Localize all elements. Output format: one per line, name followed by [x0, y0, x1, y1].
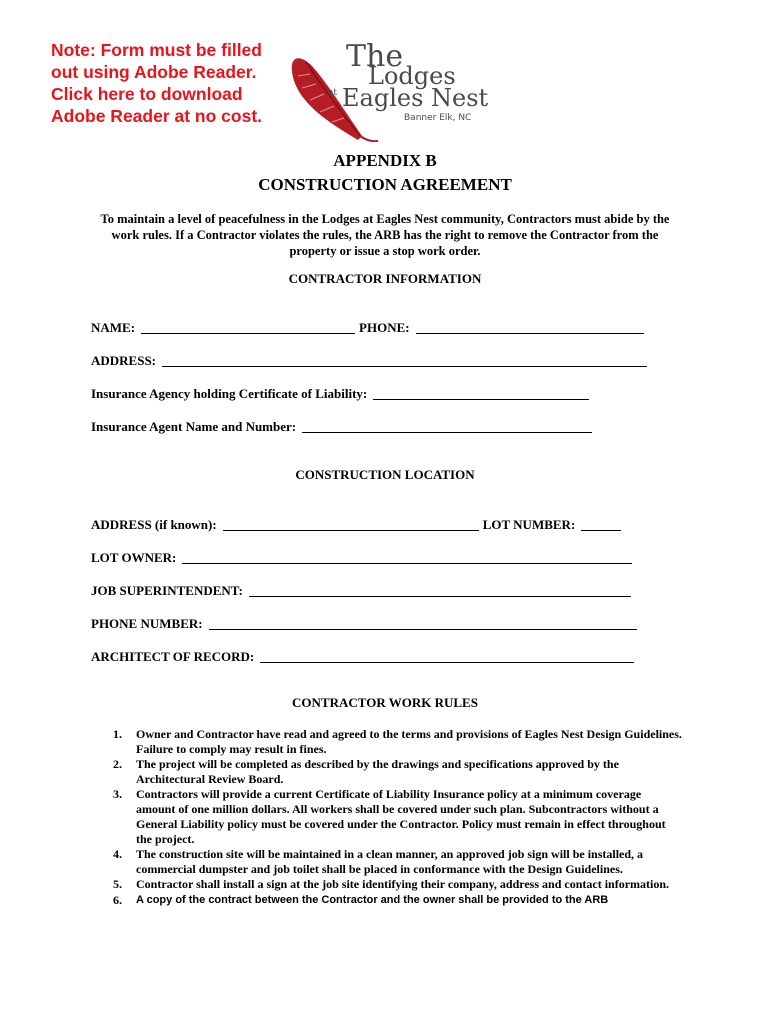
- name-field[interactable]: [141, 320, 355, 334]
- name-label: NAME:: [91, 320, 136, 335]
- list-item: [107, 757, 682, 787]
- rule-number: 6.: [113, 893, 122, 907]
- rule-text: A copy of the contract between the Contractor and the owner shall be provided to the ARB: [136, 894, 609, 906]
- rule-text: Owner and Contractor have read and agreed to the terms and provisions of Eagles Nest Design Guidelines. Failure to comply may result in fines.: [136, 727, 682, 756]
- work-rules-list: [107, 727, 682, 908]
- job-superintendent-field[interactable]: [249, 583, 631, 597]
- rule-number: 1.: [113, 727, 122, 741]
- adobe-reader-download-link[interactable]: [51, 39, 291, 127]
- note-line-2[interactable]: out using Adobe Reader.: [51, 62, 257, 82]
- phone-number-field[interactable]: [209, 616, 637, 630]
- feather-logo-icon: [288, 32, 488, 142]
- logo-the: The: [346, 39, 404, 74]
- job-superintendent-row: [91, 581, 631, 599]
- location-address-field[interactable]: [223, 517, 479, 531]
- phone-label: PHONE:: [359, 320, 410, 335]
- contractor-address-row: [91, 351, 647, 369]
- insurance-agent-row: [91, 417, 592, 435]
- list-item: [107, 727, 682, 757]
- phone-number-row: [91, 614, 637, 632]
- name-phone-row: [91, 318, 644, 336]
- contractor-address-label: ADDRESS:: [91, 353, 157, 368]
- logo-eagles-nest: Eagles Nest: [342, 84, 488, 112]
- insurance-agency-label: Insurance Agency holding Certificate of Liability:: [91, 386, 368, 401]
- list-item: [107, 847, 682, 877]
- rule-number: 2.: [113, 757, 122, 771]
- rule-text: Contractors will provide a current Certificate of Liability Insurance policy at a minimum coverage amount of one million dollars. All workers shall be covered under such plan. Subcontractors without a General Liability policy must be covered under the Contractor. Policy must remain in effect throughout the project.: [136, 787, 666, 846]
- list-item: [107, 892, 682, 908]
- location-address-row: [91, 515, 621, 533]
- logo-lodges: Lodges: [368, 62, 456, 90]
- lot-owner-row: [91, 548, 632, 566]
- work-rules-heading: CONTRACTOR WORK RULES: [292, 695, 478, 710]
- note-line-3[interactable]: Click here to download: [51, 84, 243, 104]
- job-superintendent-label: JOB SUPERINTENDENT:: [91, 583, 243, 598]
- rule-text: Contractor shall install a sign at the job site identifying their company, address and contact information.: [136, 877, 670, 891]
- contractor-information-heading: CONTRACTOR INFORMATION: [288, 271, 482, 286]
- rule-number: 5.: [113, 877, 122, 891]
- list-item: [107, 877, 682, 892]
- insurance-agent-label: Insurance Agent Name and Number:: [91, 419, 297, 434]
- lot-number-field[interactable]: [581, 517, 621, 531]
- phone-field[interactable]: [416, 320, 644, 334]
- rule-text: The project will be completed as described by the drawings and specifications approved by the Architectural Review Board.: [136, 757, 619, 786]
- rule-text: The construction site will be maintained in a clean manner, an approved job sign will be installed, a commercial dumpster and job toilet shall be placed in conformance with the Design Guidelines.: [136, 847, 644, 876]
- architect-field[interactable]: [260, 649, 634, 663]
- architect-label: ARCHITECT OF RECORD:: [91, 649, 255, 664]
- logo-at: at: [328, 88, 337, 98]
- insurance-agency-field[interactable]: [373, 386, 589, 400]
- contractor-address-field[interactable]: [162, 353, 647, 367]
- insurance-agent-field[interactable]: [302, 419, 592, 433]
- note-line-1[interactable]: Note: Form must be filled: [51, 40, 262, 60]
- intro-paragraph: To maintain a level of peacefulness in the Lodges at Eagles Nest community, Contractors must abide by the work rules. If a Contractor violates the rules, the ARB has the right to remove the Contractor from the property or issue a stop work order.: [100, 212, 670, 258]
- logo-location: Banner Elk, NC: [404, 113, 472, 123]
- rule-number: 3.: [113, 787, 122, 801]
- insurance-agency-row: [91, 384, 589, 402]
- lot-number-label: LOT NUMBER:: [482, 517, 576, 532]
- location-address-label: ADDRESS (if known):: [91, 517, 217, 532]
- note-line-4[interactable]: Adobe Reader at no cost.: [51, 106, 263, 126]
- rule-number: 4.: [113, 847, 122, 861]
- document-title: CONSTRUCTION AGREEMENT: [258, 175, 512, 194]
- list-item: [107, 787, 682, 847]
- appendix-label: APPENDIX B: [333, 151, 437, 170]
- lodges-logo: [288, 32, 488, 142]
- phone-number-label: PHONE NUMBER:: [91, 616, 203, 631]
- architect-row: [91, 647, 634, 665]
- lot-owner-field[interactable]: [182, 550, 632, 564]
- lot-owner-label: LOT OWNER:: [91, 550, 177, 565]
- construction-location-heading: CONSTRUCTION LOCATION: [295, 467, 475, 482]
